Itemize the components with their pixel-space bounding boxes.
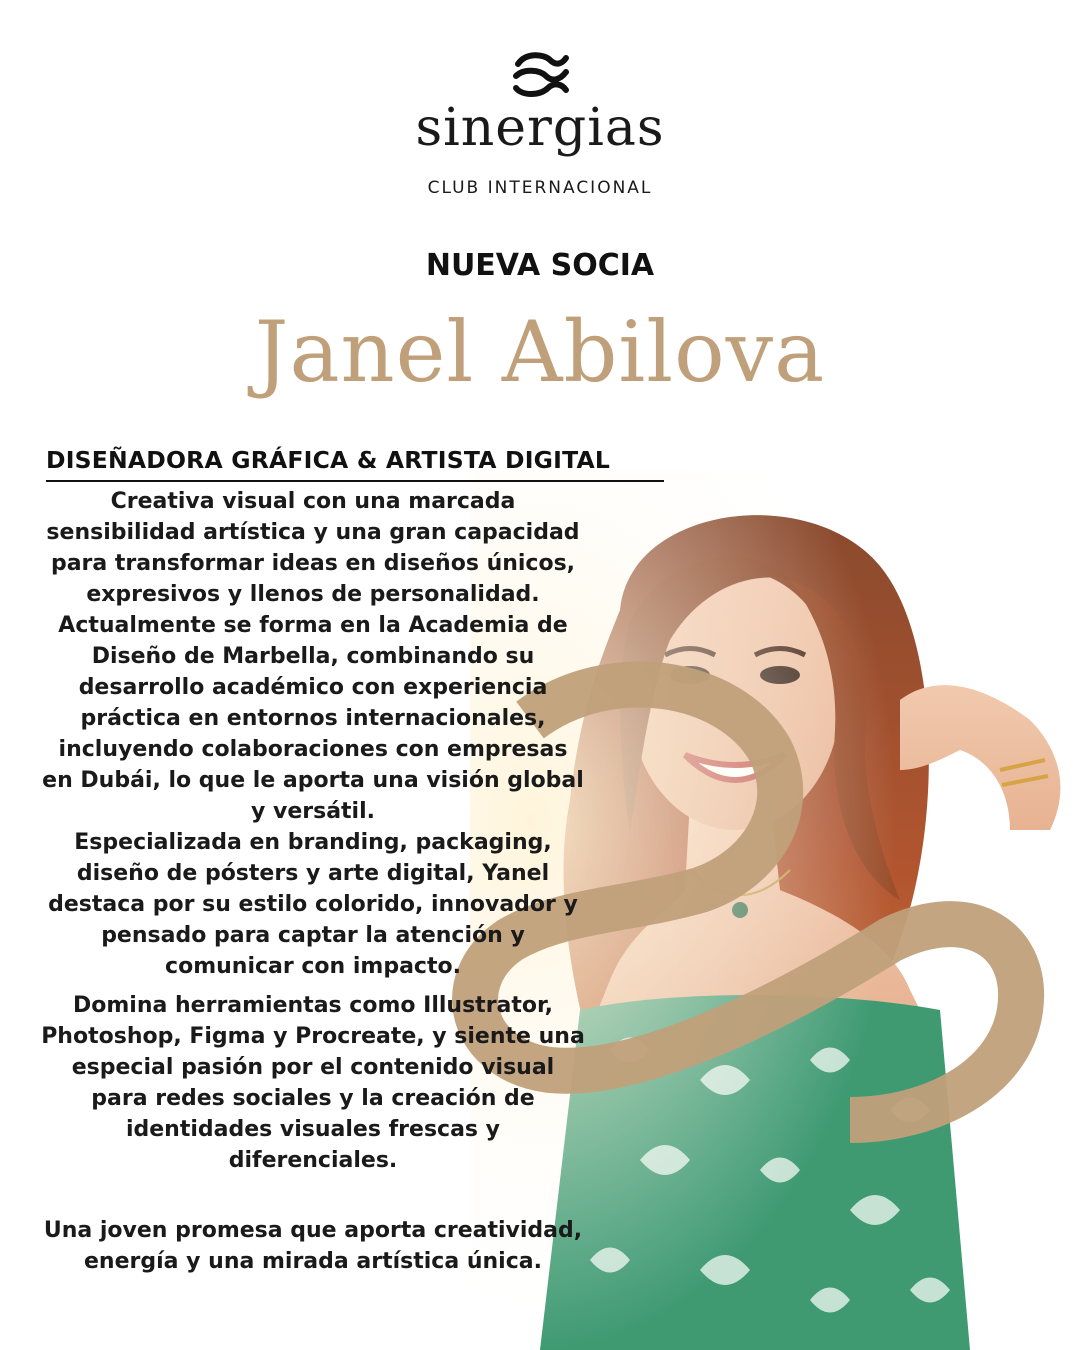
brand-subtitle: CLUB INTERNACIONAL bbox=[427, 178, 653, 198]
bio-paragraph: Actualmente se forma en la Academia de Diseño de Marbella, combinando su desarrollo académico con experiencia práctica en entornos internacionales, incluyendo colaboraciones con empresas en Dubái, lo que le aporta una visión global y versátil. bbox=[42, 613, 584, 824]
member-role: DISEÑADORA GRÁFICA & ARTISTA DIGITAL bbox=[46, 446, 664, 482]
bio-paragraph: Creativa visual con una marcada sensibilidad artística y una gran capacidad para transformar ideas en diseños únicos, expresivos y llenos de personalidad. bbox=[46, 489, 580, 607]
brand-wordmark: sinergias bbox=[415, 98, 665, 158]
bio-closing: Una joven promesa que aporta creatividad, energía y una mirada artística única. bbox=[43, 1218, 583, 1274]
sinergias-s-monogram-icon bbox=[510, 50, 572, 98]
bio-paragraph: Domina herramientas como Illustrator, Photoshop, Figma y Procreate, y siente una especial pasión por el contenido visual para redes sociales y la creación de identidades visuales frescas y diferenciales. bbox=[41, 993, 585, 1173]
bio-paragraph: Especializada en branding, packaging, diseño de pósters y arte digital, Yanel destaca por su estilo colorido, innovador y pensado para captar la atención y comunicar con impacto. bbox=[48, 830, 578, 979]
kicker-title: NUEVA SOCIA bbox=[425, 248, 655, 283]
member-name: Janel Abilova bbox=[254, 303, 826, 401]
member-bio bbox=[40, 486, 586, 1277]
